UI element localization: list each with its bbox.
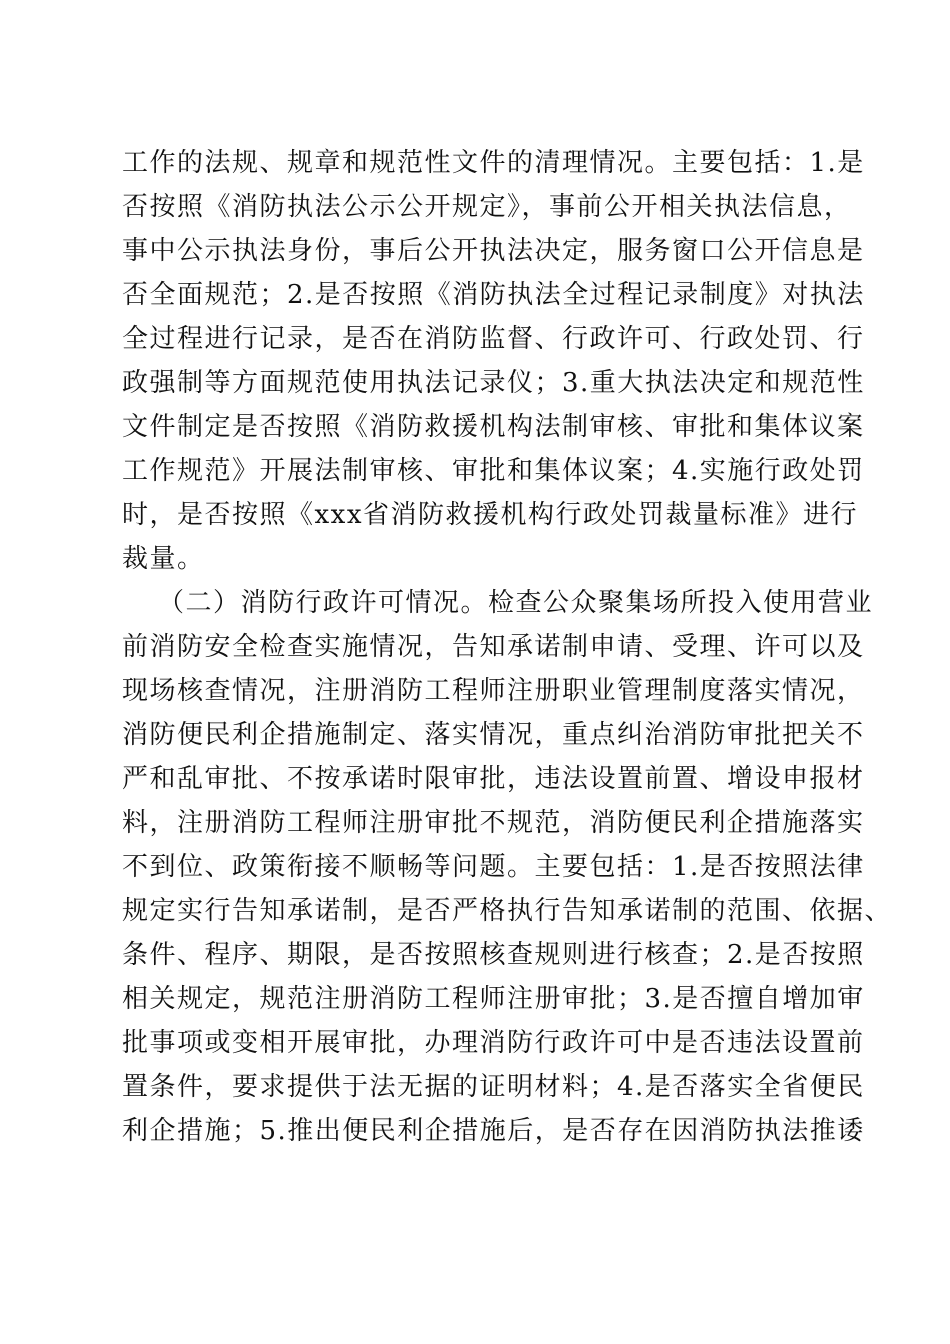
text-line: 前消防安全检查实施情况，告知承诺制申请、受理、许可以及 xyxy=(122,632,865,662)
text-line: 工作规范》开展法制审核、审批和集体议案；4.实施行政处罚 xyxy=(122,456,865,486)
text-line: 消防便民利企措施制定、落实情况，重点纠治消防审批把关不 xyxy=(122,720,865,750)
text-line: 全过程进行记录，是否在消防监督、行政许可、行政处罚、行 xyxy=(122,324,865,354)
text-line: 文件制定是否按照《消防救援机构法制审核、审批和集体议案 xyxy=(122,412,865,442)
text-line: 规定实行告知承诺制，是否严格执行告知承诺制的范围、依据、 xyxy=(122,896,893,926)
text-line: 严和乱审批、不按承诺时限审批，违法设置前置、增设申报材 xyxy=(122,764,865,794)
text-line: 事中公示执法身份，事后公开执法决定，服务窗口公开信息是 xyxy=(122,236,865,266)
text-line: 时，是否按照《xxx省消防救援机构行政处罚裁量标准》进行 xyxy=(122,500,858,530)
text-line: 批事项或变相开展审批，办理消防行政许可中是否违法设置前 xyxy=(122,1028,865,1058)
text-line: 否全面规范；2.是否按照《消防执法全过程记录制度》对执法 xyxy=(122,280,865,310)
text-line: 工作的法规、规章和规范性文件的清理情况。主要包括：1.是 xyxy=(122,148,865,178)
text-line: 条件、程序、期限，是否按照核查规则进行核查；2.是否按照 xyxy=(122,940,865,970)
text-line: 裁量。 xyxy=(122,544,205,574)
text-line: 利企措施；5.推出便民利企措施后，是否存在因消防执法推诿 xyxy=(122,1116,865,1146)
section-heading-line: （二）消防行政许可情况。检查公众聚集场所投入使用营业 xyxy=(158,588,874,618)
text-line: 料，注册消防工程师注册审批不规范，消防便民利企措施落实 xyxy=(122,808,865,838)
text-line: 相关规定，规范注册消防工程师注册审批；3.是否擅自增加审 xyxy=(122,984,865,1014)
text-line: 政强制等方面规范使用执法记录仪；3.重大执法决定和规范性 xyxy=(122,368,865,398)
text-line: 否按照《消防执法公示公开规定》，事前公开相关执法信息， xyxy=(122,192,852,222)
text-line: 置条件，要求提供于法无据的证明材料；4.是否落实全省便民 xyxy=(122,1072,865,1102)
text-line: 现场核查情况，注册消防工程师注册职业管理制度落实情况， xyxy=(122,676,865,706)
text-line: 不到位、政策衔接不顺畅等问题。主要包括：1.是否按照法律 xyxy=(122,852,865,882)
